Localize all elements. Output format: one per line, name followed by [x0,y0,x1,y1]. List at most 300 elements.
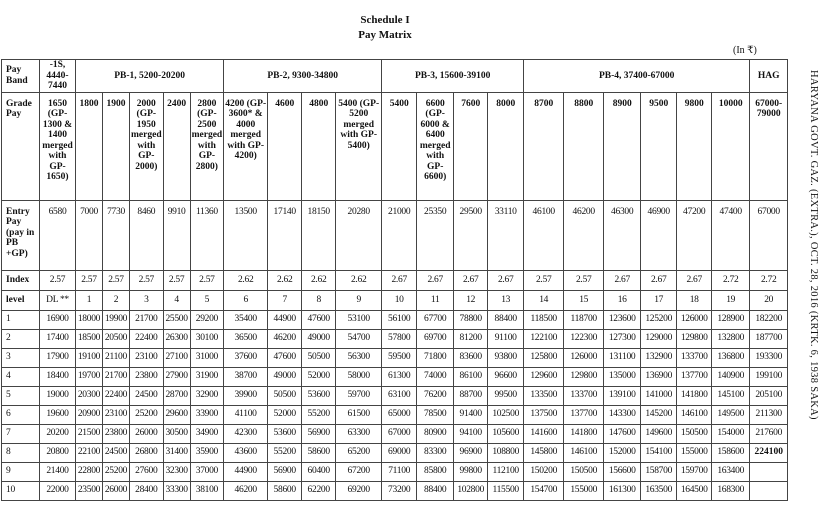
level-cell: 9 [336,290,382,310]
grade-pay-cell: 8900 [604,92,641,200]
grade-pay-cell: 2400 [163,92,190,200]
pay-cell: 27100 [163,348,190,367]
pay-cell: 35400 [224,310,268,329]
index-cell: 2.72 [750,270,788,290]
pay-cell: 158700 [641,462,677,481]
matrix-row [2,424,788,443]
entry-pay-cell: 47400 [712,200,750,270]
pay-cell: 88400 [417,481,454,500]
pay-cell: 137700 [564,405,604,424]
pay-cell: 126000 [564,348,604,367]
pay-cell: 53100 [336,310,382,329]
pay-band-1s: -1S, 4440-7440 [40,60,76,93]
pay-cell: 154700 [524,481,564,500]
pay-cell: 135000 [604,367,641,386]
pay-cell: 67000 [382,424,417,443]
pay-cell: 129800 [677,329,712,348]
stage-number: 1 [2,310,40,329]
stage-number: 10 [2,481,40,500]
pay-cell: 159700 [677,462,712,481]
pay-cell: 149600 [641,424,677,443]
pay-cell: 163400 [712,462,750,481]
grade-pay-cell: 1650 (GP-1300 & 1400 merged with GP-1650) [40,92,76,200]
pay-cell: 58000 [336,367,382,386]
pay-cell: 78800 [454,310,488,329]
pay-cell: 18000 [76,310,103,329]
grade-pay-cell: 5400 (GP-5200 merged with GP-5400) [336,92,382,200]
pay-cell: 26000 [130,424,164,443]
index-cell: 2.67 [604,270,641,290]
entry-pay-cell: 20280 [336,200,382,270]
pay-cell: 24500 [103,443,130,462]
pay-cell: 21700 [103,367,130,386]
pay-cell: 19900 [103,310,130,329]
pay-cell: 71100 [382,462,417,481]
entry-pay-cell: 21000 [382,200,417,270]
pay-cell: 35900 [190,443,224,462]
pay-cell: 49000 [268,367,302,386]
grade-pay-cell: 8000 [488,92,524,200]
pay-cell: 33300 [163,481,190,500]
pay-cell: 141000 [641,386,677,405]
entry-pay-cell: 25350 [417,200,454,270]
matrix-row [2,443,788,462]
pay-cell: 25200 [130,405,164,424]
pay-cell: 18400 [40,367,76,386]
pay-band-hag: HAG [750,60,788,93]
pay-cell: 125800 [524,348,564,367]
grade-pay-cell: 9500 [641,92,677,200]
pay-cell: 136800 [712,348,750,367]
index-cell: 2.67 [641,270,677,290]
index-cell: 2.67 [454,270,488,290]
pay-cell: 37600 [224,348,268,367]
level-cell: 12 [454,290,488,310]
matrix-row [2,367,788,386]
pay-cell: 137700 [677,367,712,386]
matrix-row [2,310,788,329]
grade-pay-cell: 4800 [302,92,336,200]
index-cell: 2.67 [417,270,454,290]
currency-unit: (In ₹) [733,45,757,56]
pay-cell: 21700 [130,310,164,329]
entry-pay-cell: 9910 [163,200,190,270]
pay-cell: 88400 [488,310,524,329]
pay-cell: 21100 [103,348,130,367]
pay-cell: 141600 [524,424,564,443]
entry-pay-cell: 18150 [302,200,336,270]
pay-cell: 65000 [382,405,417,424]
pay-cell: 149500 [712,405,750,424]
grade-pay-cell: 2800 (GP-2500 merged with GP-2800) [190,92,224,200]
pay-cell: 44900 [268,310,302,329]
pay-cell: 211300 [750,405,788,424]
pay-cell: 26000 [103,481,130,500]
index-cell: 2.67 [382,270,417,290]
pay-cell: 88700 [454,386,488,405]
pay-cell: 125200 [641,310,677,329]
entry-pay-cell: 11360 [190,200,224,270]
pay-cell: 93800 [488,348,524,367]
pay-cell: 23100 [130,348,164,367]
pay-cell: 150200 [524,462,564,481]
pay-cell: 17900 [40,348,76,367]
pay-cell: 154000 [712,424,750,443]
matrix-row [2,329,788,348]
pay-cell: 28700 [163,386,190,405]
pay-cell: 99800 [454,462,488,481]
stage-number: 8 [2,443,40,462]
pay-cell: 21500 [76,424,103,443]
level-cell: 16 [604,290,641,310]
matrix-row [2,481,788,500]
grade-pay-cell: 67000-79000 [750,92,788,200]
pay-cell: 118700 [564,310,604,329]
grade-pay-cell: 8800 [564,92,604,200]
pay-cell: 20500 [103,329,130,348]
entry-pay-cell: 29500 [454,200,488,270]
pay-cell: 140900 [712,367,750,386]
pay-cell: 22800 [76,462,103,481]
pay-cell: 146100 [564,443,604,462]
entry-pay-cell: 17140 [268,200,302,270]
index-cell: 2.67 [677,270,712,290]
entry-pay-row [2,200,788,270]
entry-pay-cell: 33110 [488,200,524,270]
pay-cell: 59500 [382,348,417,367]
pay-cell: 205100 [750,386,788,405]
pay-cell: 17400 [40,329,76,348]
pay-cell: 49000 [302,329,336,348]
level-cell: 8 [302,290,336,310]
entry-pay-cell: 46300 [604,200,641,270]
pay-cell: 62200 [302,481,336,500]
pay-cell: 31900 [190,367,224,386]
pay-cell: 99500 [488,386,524,405]
pay-cell: 46200 [268,329,302,348]
pay-cell: 141800 [564,424,604,443]
grade-pay-cell: 1800 [76,92,103,200]
pay-cell: 154100 [641,443,677,462]
pay-cell: 27600 [130,462,164,481]
pay-cell: 91100 [488,329,524,348]
pay-cell: 69000 [382,443,417,462]
pay-cell: 81200 [454,329,488,348]
pay-cell: 131100 [604,348,641,367]
pay-cell: 123600 [604,310,641,329]
grade-pay-label: Grade Pay [2,92,40,200]
pay-cell: 36500 [224,329,268,348]
index-cell: 2.57 [564,270,604,290]
pay-cell: 91400 [454,405,488,424]
entry-pay-cell: 47200 [677,200,712,270]
pay-cell: 126000 [677,310,712,329]
pay-cell: 224100 [750,443,788,462]
grade-pay-row [2,92,788,200]
stage-number: 3 [2,348,40,367]
pay-cell: 61500 [336,405,382,424]
pay-cell: 33900 [190,405,224,424]
index-cell: 2.57 [130,270,164,290]
pay-cell: 69200 [336,481,382,500]
pay-cell: 20200 [40,424,76,443]
pay-cell: 147600 [604,424,641,443]
pay-cell: 31000 [190,348,224,367]
index-cell: 2.62 [224,270,268,290]
grade-pay-cell: 10000 [712,92,750,200]
level-cell: 13 [488,290,524,310]
pay-cell: 22400 [130,329,164,348]
pay-cell: 47600 [302,310,336,329]
pay-cell: 108800 [488,443,524,462]
matrix-row [2,386,788,405]
pay-cell: 76200 [417,386,454,405]
pay-cell: 53600 [268,424,302,443]
pay-cell: 118500 [524,310,564,329]
pay-cell: 19100 [76,348,103,367]
matrix-row [2,405,788,424]
index-cell: 2.72 [712,270,750,290]
entry-pay-cell: 67000 [750,200,788,270]
pay-cell: 59700 [336,386,382,405]
stage-number: 4 [2,367,40,386]
matrix-row [2,348,788,367]
grade-pay-cell: 2000 (GP-1950 merged with GP-2000) [130,92,164,200]
pay-cell: 71800 [417,348,454,367]
pay-cell: 145800 [524,443,564,462]
pay-band-row [2,60,788,93]
pay-cell: 128900 [712,310,750,329]
pay-cell: 182200 [750,310,788,329]
schedule-title: Schedule I [360,14,410,26]
pay-cell: 150500 [677,424,712,443]
pay-cell: 57800 [382,329,417,348]
matrix-row [2,462,788,481]
pay-cell: 32900 [190,386,224,405]
pay-cell: 23100 [103,405,130,424]
pay-cell: 139100 [604,386,641,405]
pay-cell: 42300 [224,424,268,443]
pay-cell: 150500 [564,462,604,481]
level-cell: 14 [524,290,564,310]
pay-cell: 55200 [268,443,302,462]
pay-cell: 56100 [382,310,417,329]
pay-cell: 25500 [163,310,190,329]
pay-cell: 37000 [190,462,224,481]
level-cell: 5 [190,290,224,310]
stage-number: 6 [2,405,40,424]
level-label: level [2,290,40,310]
pay-cell: 19000 [40,386,76,405]
pay-cell: 96900 [454,443,488,462]
level-row [2,290,788,310]
entry-pay-cell: 46900 [641,200,677,270]
pay-cell: 44900 [224,462,268,481]
matrix-body [2,310,788,500]
pay-cell: 20300 [76,386,103,405]
pay-cell: 41100 [224,405,268,424]
pay-cell: 56900 [268,462,302,481]
pay-cell: 23800 [130,367,164,386]
pay-cell: 133700 [677,348,712,367]
pay-cell: 161300 [604,481,641,500]
pay-cell: 122100 [524,329,564,348]
pay-cell: 155000 [564,481,604,500]
pay-cell: 52000 [302,367,336,386]
pay-cell: 22000 [40,481,76,500]
grade-pay-cell: 7600 [454,92,488,200]
entry-pay-cell: 6580 [40,200,76,270]
pay-band-pb1: PB-1, 5200-20200 [76,60,224,93]
stage-number: 9 [2,462,40,481]
level-cell: 11 [417,290,454,310]
pay-cell: 29600 [163,405,190,424]
pay-cell: 85800 [417,462,454,481]
pay-cell: 94100 [454,424,488,443]
level-cell: 19 [712,290,750,310]
pay-cell: 122300 [564,329,604,348]
index-cell: 2.62 [268,270,302,290]
pay-cell: 16900 [40,310,76,329]
level-cell: 3 [130,290,164,310]
pay-cell: 21400 [40,462,76,481]
pay-cell: 22100 [76,443,103,462]
pay-cell: 55200 [302,405,336,424]
pay-cell: 47600 [268,348,302,367]
pay-cell: 129600 [524,367,564,386]
pay-cell: 53600 [302,386,336,405]
pay-cell: 56900 [302,424,336,443]
pay-cell: 133700 [564,386,604,405]
pay-cell: 60400 [302,462,336,481]
pay-cell: 199100 [750,367,788,386]
pay-cell: 102500 [488,405,524,424]
pay-cell: 31400 [163,443,190,462]
entry-pay-cell: 8460 [130,200,164,270]
pay-cell: 24500 [130,386,164,405]
pay-cell: 127300 [604,329,641,348]
pay-cell: 54700 [336,329,382,348]
index-cell: 2.57 [76,270,103,290]
stage-number: 5 [2,386,40,405]
pay-cell: 23500 [76,481,103,500]
pay-cell: 30100 [190,329,224,348]
gazette-side-caption [803,70,833,510]
index-cell: 2.57 [40,270,76,290]
level-cell: 10 [382,290,417,310]
level-cell: 6 [224,290,268,310]
grade-pay-cell: 9800 [677,92,712,200]
pay-cell: 152000 [604,443,641,462]
pay-cell: 217600 [750,424,788,443]
pay-matrix-title: Pay Matrix [358,29,412,41]
pay-cell: 61300 [382,367,417,386]
pay-cell: 187700 [750,329,788,348]
pay-cell: 193300 [750,348,788,367]
pay-band-label: Pay Band [2,60,40,93]
pay-cell: 141800 [677,386,712,405]
pay-cell: 34900 [190,424,224,443]
index-cell: 2.57 [524,270,564,290]
pay-cell: 32300 [163,462,190,481]
stage-number: 7 [2,424,40,443]
level-cell: 15 [564,290,604,310]
pay-matrix-table [1,59,788,501]
pay-cell: 102800 [454,481,488,500]
index-cell: 2.57 [103,270,130,290]
pay-cell: 52000 [268,405,302,424]
pay-cell: 105600 [488,424,524,443]
stage-number: 2 [2,329,40,348]
entry-pay-cell: 46200 [564,200,604,270]
level-cell: 17 [641,290,677,310]
pay-cell: 129800 [564,367,604,386]
pay-band-pb4: PB-4, 37400-67000 [524,60,750,93]
pay-cell: 78500 [417,405,454,424]
pay-cell: 129000 [641,329,677,348]
pay-cell: 63100 [382,386,417,405]
pay-cell: 136900 [641,367,677,386]
entry-pay-cell: 7730 [103,200,130,270]
index-cell: 2.57 [190,270,224,290]
pay-cell [750,481,788,500]
grade-pay-cell: 5400 [382,92,417,200]
pay-band-pb3: PB-3, 15600-39100 [382,60,524,93]
grade-pay-cell: 6600 (GP-6000 & 6400 merged with GP-6600) [417,92,454,200]
pay-cell: 43600 [224,443,268,462]
pay-cell: 20900 [76,405,103,424]
level-cell: 2 [103,290,130,310]
entry-pay-cell: 46100 [524,200,564,270]
grade-pay-cell: 1900 [103,92,130,200]
pay-cell: 19600 [40,405,76,424]
pay-cell: 163500 [641,481,677,500]
pay-cell: 73200 [382,481,417,500]
pay-cell: 168300 [712,481,750,500]
pay-cell: 50500 [268,386,302,405]
pay-cell: 29200 [190,310,224,329]
level-cell: DL ** [40,290,76,310]
pay-cell: 58600 [268,481,302,500]
pay-cell: 80900 [417,424,454,443]
pay-cell [750,462,788,481]
pay-cell: 69700 [417,329,454,348]
pay-cell: 67200 [336,462,382,481]
pay-cell: 83600 [454,348,488,367]
pay-cell: 25200 [103,462,130,481]
pay-cell: 46200 [224,481,268,500]
pay-cell: 67700 [417,310,454,329]
pay-cell: 137500 [524,405,564,424]
pay-cell: 30500 [163,424,190,443]
pay-band-pb2: PB-2, 9300-34800 [224,60,382,93]
index-cell: 2.67 [488,270,524,290]
pay-cell: 145200 [641,405,677,424]
pay-cell: 96600 [488,367,524,386]
level-cell: 1 [76,290,103,310]
pay-cell: 38700 [224,367,268,386]
index-row [2,270,788,290]
index-cell: 2.62 [336,270,382,290]
pay-cell: 65200 [336,443,382,462]
pay-cell: 143300 [604,405,641,424]
pay-cell: 83300 [417,443,454,462]
index-cell: 2.57 [163,270,190,290]
pay-cell: 86100 [454,367,488,386]
pay-cell: 112100 [488,462,524,481]
pay-cell: 56300 [336,348,382,367]
pay-cell: 164500 [677,481,712,500]
